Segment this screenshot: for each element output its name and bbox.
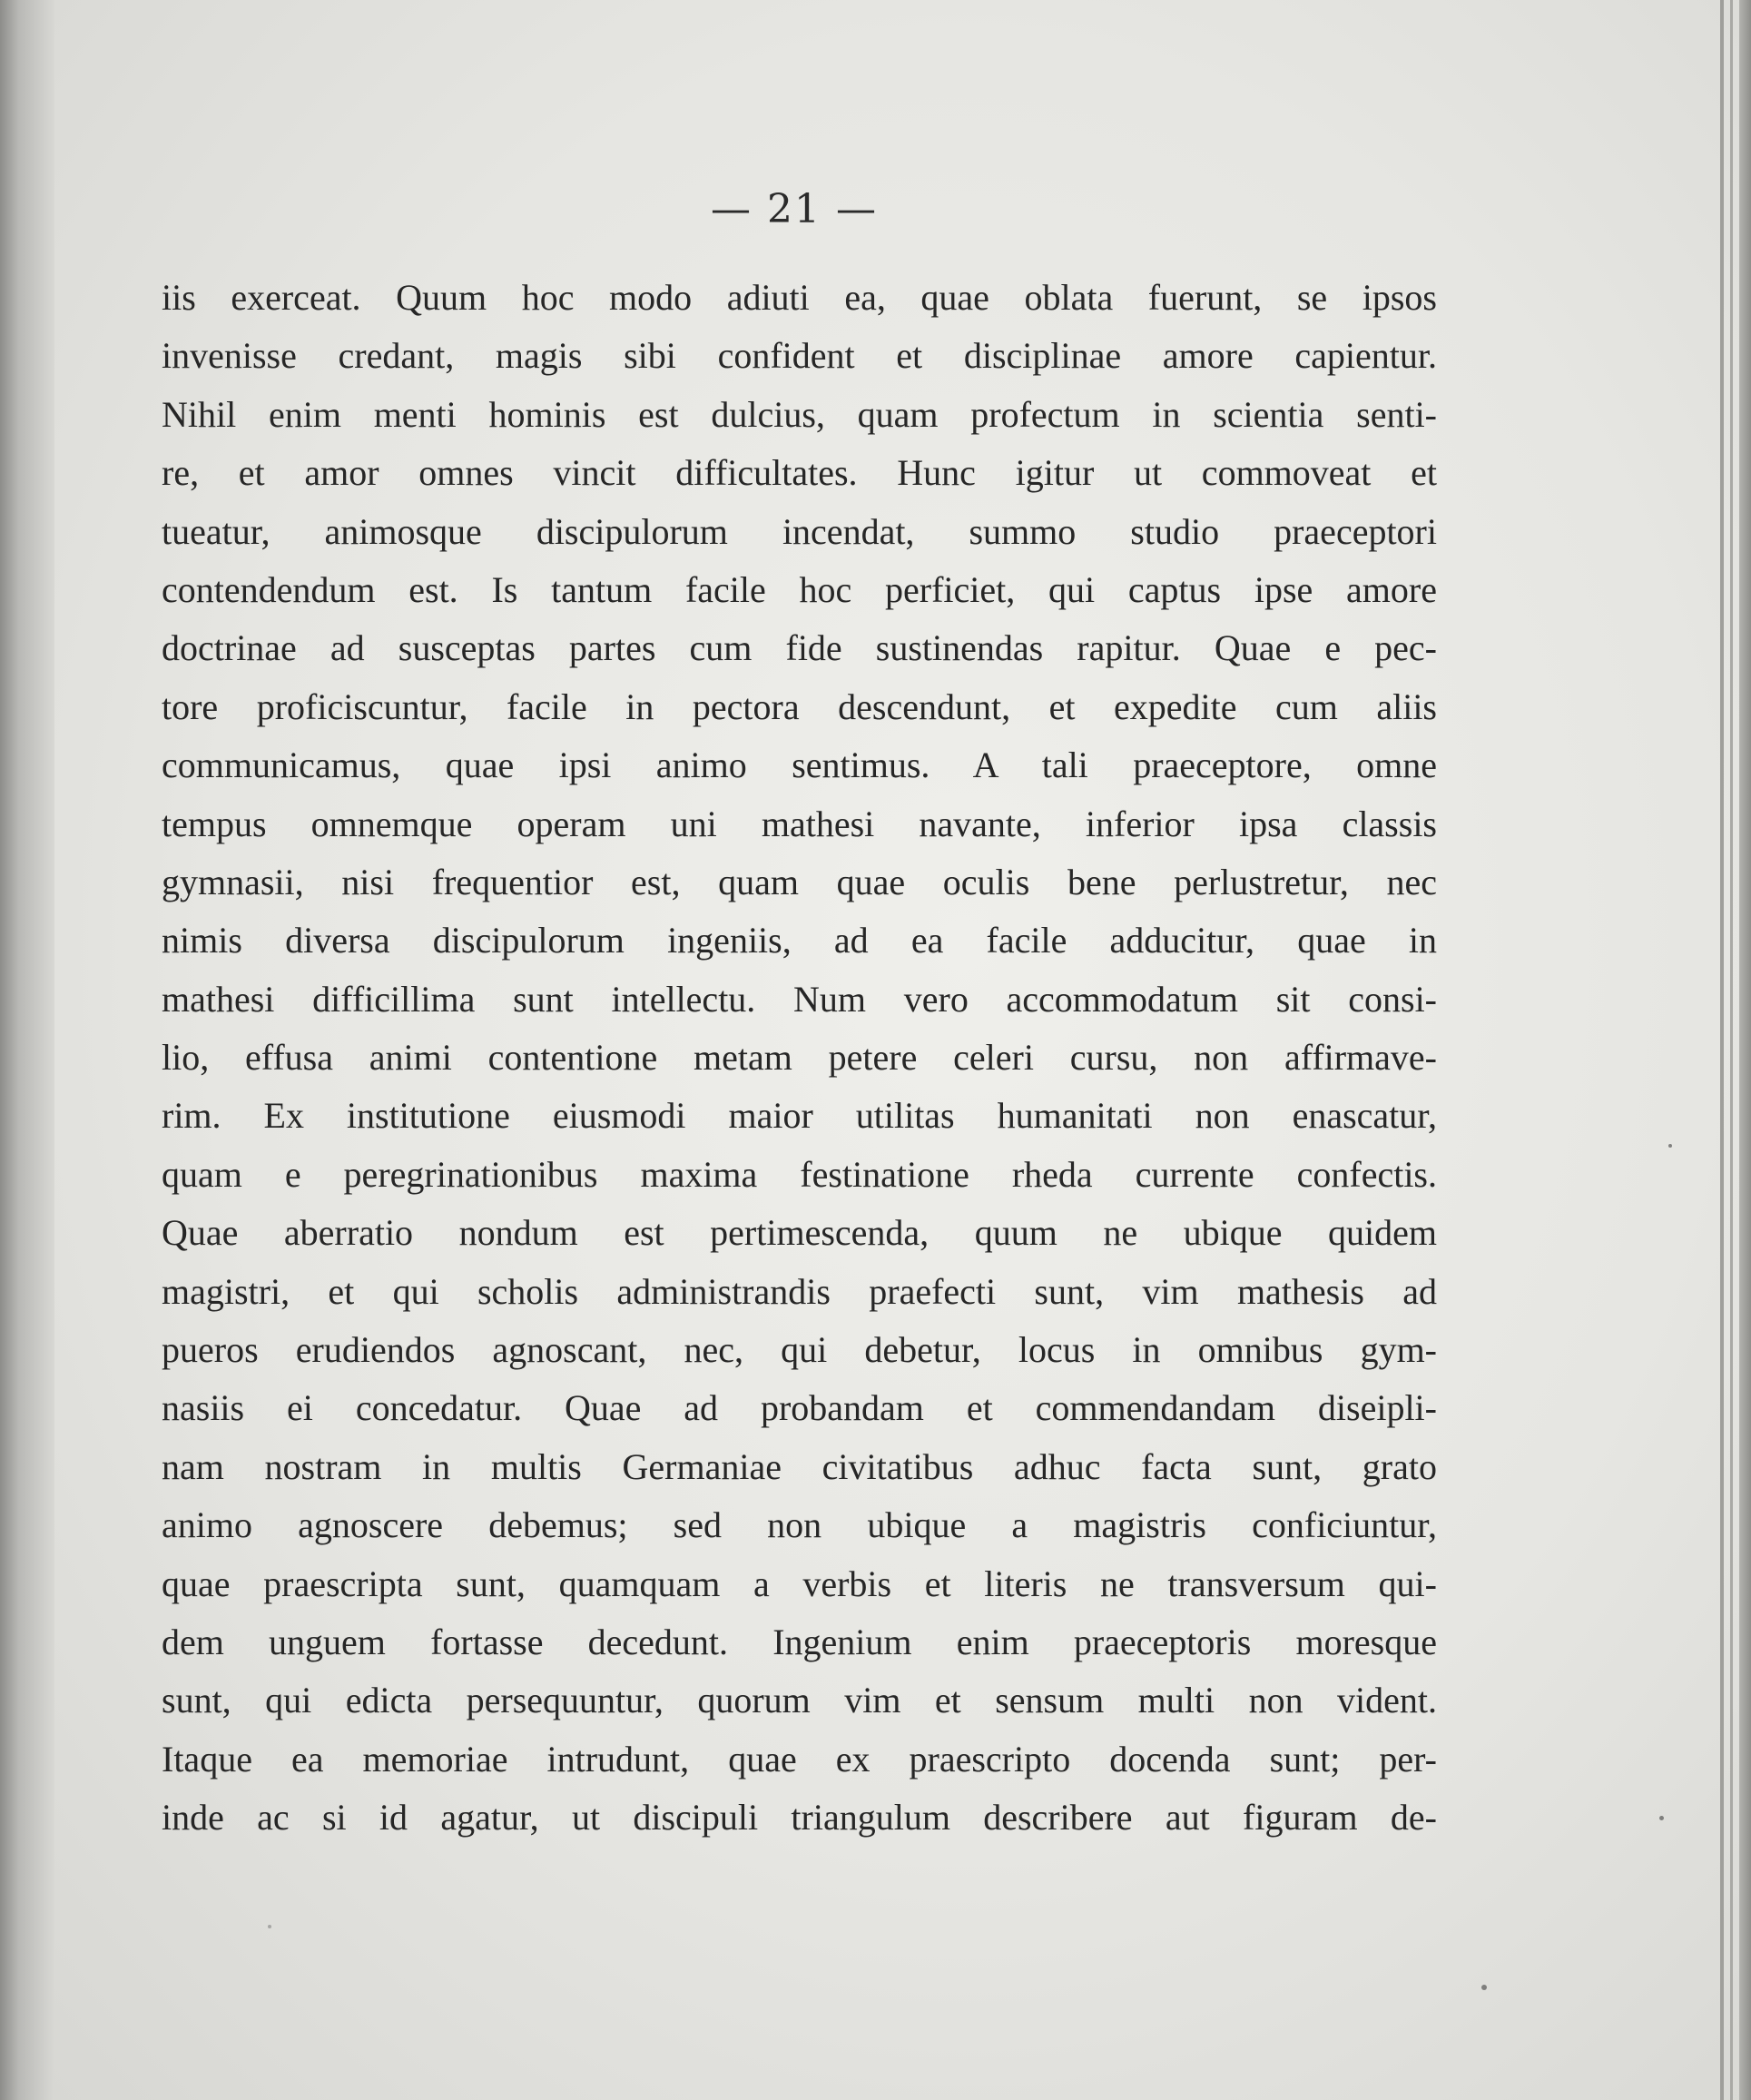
- text-line: pueros erudiendos agnoscant, nec, qui debetur, locus in omnibus gym-: [162, 1329, 1437, 1371]
- text-line: quae praescripta sunt, quamquam a verbis et literis ne transversum qui-: [162, 1563, 1437, 1604]
- text-line: tore proficiscuntur, facile in pectora descendunt, et expedite cum aliis: [162, 685, 1437, 727]
- paper-speck: [1481, 1985, 1487, 1990]
- text-line: mathesi difficillima sunt intellectu. Num vero accommodatum sit consi-: [162, 978, 1437, 1020]
- page-edge: [1739, 0, 1751, 2100]
- binding-gutter: [0, 0, 54, 2100]
- text-line: contendendum est. Is tantum facile hoc perficiet, qui captus ipse amore: [162, 568, 1437, 610]
- text-line: doctrinae ad susceptas partes cum fide sustinendas rapitur. Quae e pec-: [162, 627, 1437, 669]
- text-line: nasiis ei concedatur. Quae ad probandam et commendandam diseipli-: [162, 1387, 1437, 1429]
- text-line: Itaque ea memoriae intrudunt, quae ex praescripto docenda sunt; per-: [162, 1738, 1437, 1780]
- text-line: dem unguem fortasse decedunt. Ingenium enim praeceptoris moresque: [162, 1621, 1437, 1662]
- text-line: rim. Ex institutione eiusmodi maior utilitas humanitati non enascatur,: [162, 1095, 1437, 1137]
- text-line: Quae aberratio nondum est pertimescenda, quum ne ubique quidem: [162, 1212, 1437, 1254]
- text-line: tempus omnemque operam uni mathesi navante, inferior ipsa classis: [162, 803, 1437, 844]
- body-text: [162, 269, 1437, 1848]
- text-line: re, et amor omnes vincit difficultates. Hunc igitur ut commoveat et: [162, 452, 1437, 494]
- text-line: communicamus, quae ipsi animo sentimus. A tali praeceptore, omne: [162, 744, 1437, 786]
- paper-speck: [1668, 1144, 1672, 1148]
- text-line: animo agnoscere debemus; sed non ubique a magistris conficiuntur,: [162, 1504, 1437, 1546]
- text-line: invenisse credant, magis sibi confident et disciplinae amore capientur.: [162, 335, 1437, 377]
- text-line: nimis diversa discipulorum ingeniis, ad ea facile adducitur, quae in: [162, 920, 1437, 961]
- text-line: lio, effusa animi contentione metam petere celeri cursu, non affirmave-: [162, 1037, 1437, 1079]
- text-line: Nihil enim menti hominis est dulcius, quam profectum in scientia senti-: [162, 393, 1437, 435]
- paper-speck: [268, 1925, 271, 1928]
- text-line: sunt, qui edicta persequuntur, quorum vim et sensum multi non vident.: [162, 1680, 1437, 1721]
- text-line: iis exerceat. Quum hoc modo adiuti ea, quae oblata fuerunt, se ipsos: [162, 277, 1437, 318]
- paper-speck: [1659, 1816, 1664, 1820]
- text-line: gymnasii, nisi frequentior est, quam quae oculis bene perlustretur, nec: [162, 861, 1437, 902]
- text-line: inde ac si id agatur, ut discipuli triangulum describere aut figuram de-: [162, 1797, 1437, 1839]
- text-line: magistri, et qui scholis administrandis praefecti sunt, vim mathesis ad: [162, 1270, 1437, 1312]
- text-line: tueatur, animosque discipulorum incendat, summo studio praeceptori: [162, 510, 1437, 552]
- page-number: — 21 —: [711, 186, 878, 232]
- text-line: quam e peregrinationibus maxima festinatione rheda currente confectis.: [162, 1153, 1437, 1195]
- page-edge: [1720, 0, 1724, 2100]
- text-line: nam nostram in multis Germaniae civitatibus adhuc facta sunt, grato: [162, 1445, 1437, 1487]
- page-edge: [1730, 0, 1733, 2100]
